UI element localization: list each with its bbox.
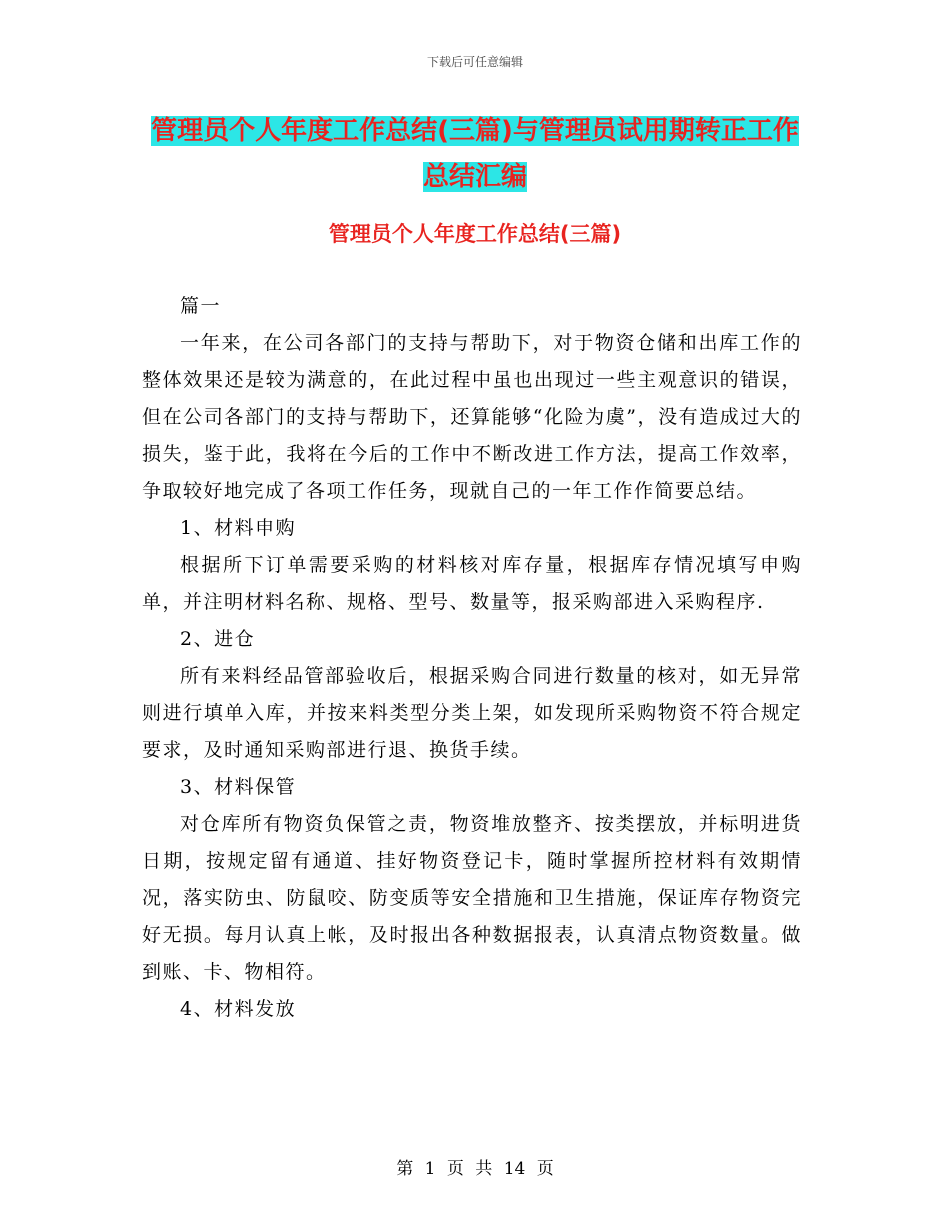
paragraph: 根据所下订单需要采购的材料核对库存量，根据库存情况填写申购单，并注明材料名称、规格、型号、数量等，报采购部进入采购程序.: [142, 554, 802, 613]
header-note: 下载后可任意编辑: [426, 55, 523, 69]
paragraph: 4、材料发放: [180, 998, 297, 1020]
document-body: [142, 288, 802, 1028]
paragraph: 1、材料申购: [180, 517, 297, 539]
document-title: [140, 108, 810, 200]
paragraph: 所有来料经品管部验收后，根据采购合同进行数量的核对，如无异常则进行填单入库，并按来料类型分类上架，如发现所采购物资不符合规定要求，及时通知采购部进行退、换货手续。: [142, 665, 802, 761]
paragraph: 对仓库所有物资负保管之责，物资堆放整齐、按类摆放，并标明进货日期，按规定留有通道、挂好物资登记卡，随时掌握所控材料有效期情况，落实防虫、防鼠咬、防变质等安全措施和卫生措施，保证库存物资完好无损。每月认真上帐，及时报出各种数据报表，认真清点物资数量。做到账、卡、物相符。: [142, 813, 802, 983]
page-footer: 第 1 页 共 14 页: [396, 1159, 554, 1179]
paragraph: 3、材料保管: [180, 776, 297, 798]
paragraph: 2、进仓: [180, 628, 256, 650]
section-title: 管理员个人年度工作总结(三篇): [328, 222, 622, 246]
document-title-text: 管理员个人年度工作总结(三篇)与管理员试用期转正工作总结汇编: [151, 116, 799, 192]
paragraph: 一年来，在公司各部门的支持与帮助下，对于物资仓储和出库工作的整体效果还是较为满意的，在此过程中虽也出现过一些主观意识的错误，但在公司各部门的支持与帮助下，还算能够“化险为虞”，没有造成过大的损失，鉴于此，我将在今后的工作中不断改进工作方法，提高工作效率，争取较好地完成了各项工作任务，现就自己的一年工作作简要总结。: [142, 332, 802, 502]
paragraph: 篇一: [180, 295, 222, 317]
